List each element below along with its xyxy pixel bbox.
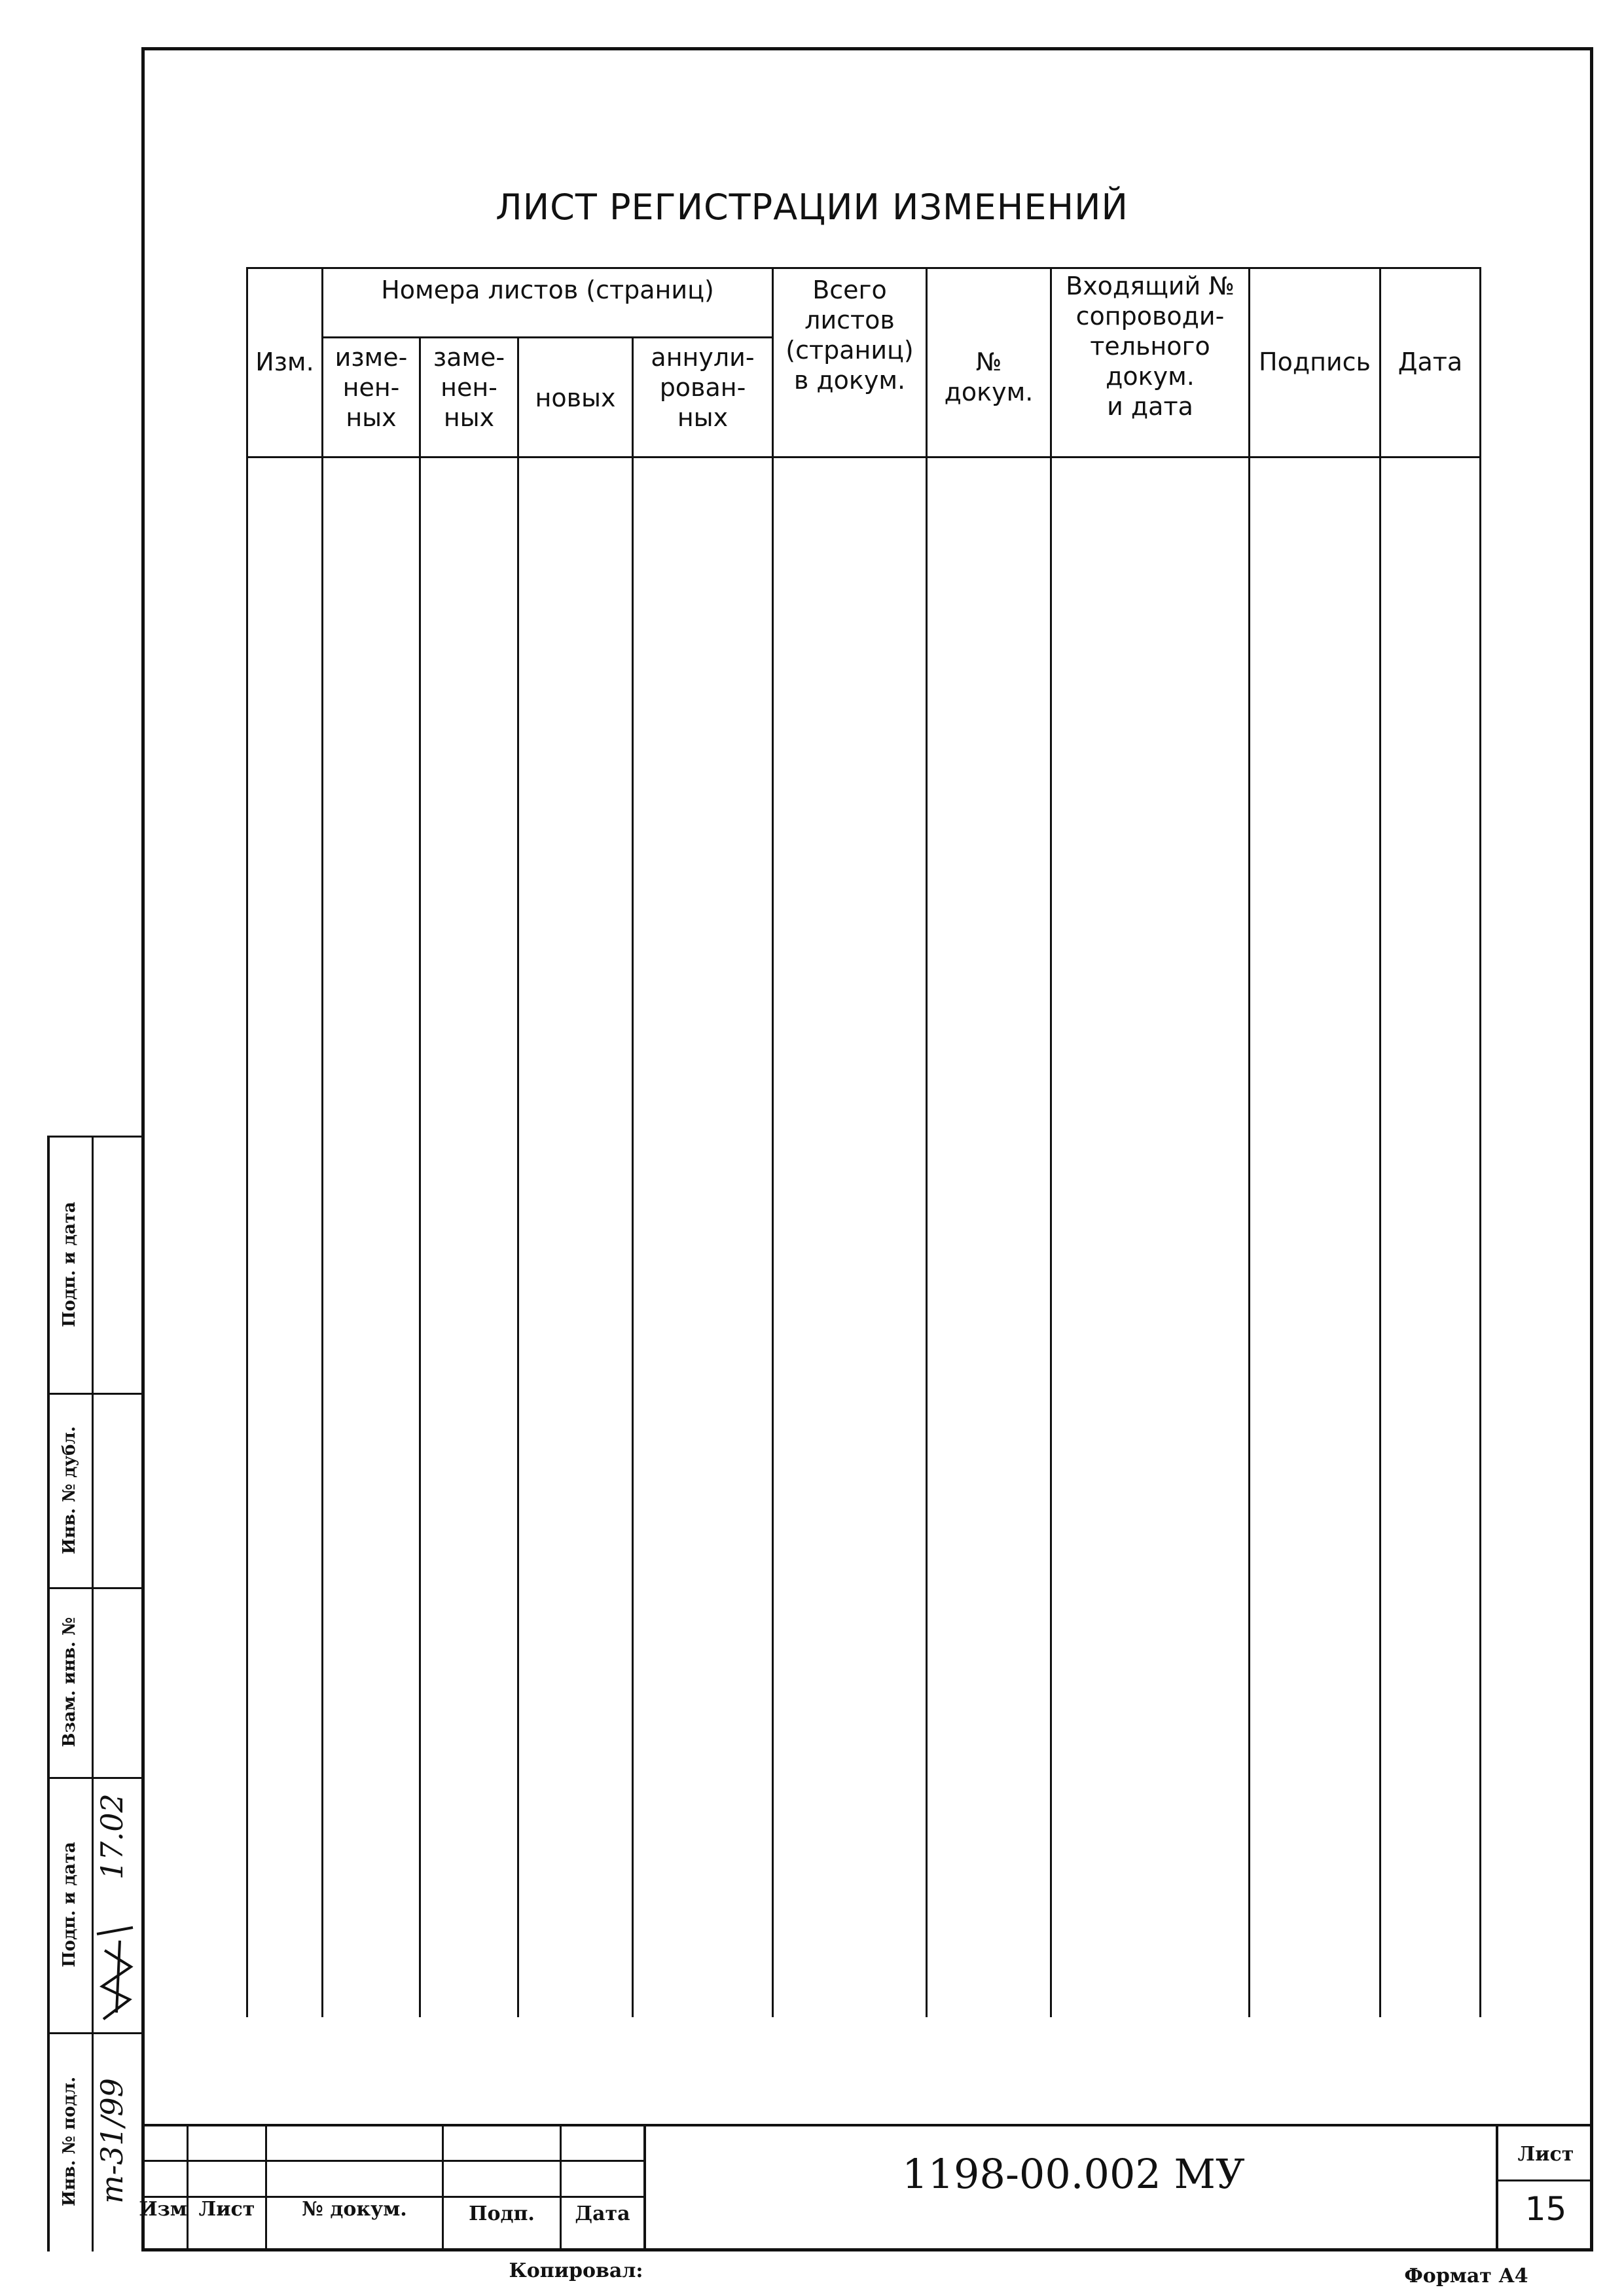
header-sub-annulled: аннули- рован- ных — [651, 343, 755, 432]
handwritten-signature — [90, 1914, 141, 2026]
header-doc-number: № докум. — [944, 348, 1034, 406]
side-label-podp-data-upper: Подп. и дата — [60, 1202, 79, 1327]
side-label-vzam-inv: Взам. инв. № — [60, 1617, 79, 1748]
footer-copied: Копировал: — [509, 2259, 643, 2282]
footer-format: Формат А4 — [1404, 2265, 1528, 2287]
side-label-podp-data-lower: Подп. и дата — [60, 1842, 79, 1967]
side-label-inv-dubl: Инв. № дубл. — [60, 1426, 79, 1554]
tb-label-izm: Изм — [139, 2198, 187, 2221]
tb-label-date: Дата — [575, 2202, 630, 2225]
tb-label-doc-number: № докум. — [302, 2198, 407, 2221]
tb-label-sheet: Лист — [1517, 2143, 1574, 2166]
header-sub-replaced: заме- нен- ных — [433, 343, 505, 432]
tb-label-signature: Подп. — [469, 2202, 535, 2225]
handwritten-inventory-number: т-31/99 — [94, 2078, 130, 2204]
header-sheet-numbers: Номера листов (страниц) — [381, 276, 714, 304]
page-title: ЛИСТ РЕГИСТРАЦИИ ИЗМЕНЕНИЙ — [496, 187, 1128, 228]
sheet-number: 15 — [1525, 2190, 1567, 2228]
header-signature: Подпись — [1259, 348, 1371, 376]
tb-label-list: Лист — [198, 2198, 255, 2221]
header-sub-new: новых — [535, 384, 616, 412]
header-izm: Изм. — [255, 348, 314, 376]
side-label-inv-podl: Инв. № подл. — [60, 2076, 79, 2207]
document-designation: 1198-00.002 МУ — [902, 2150, 1245, 2198]
header-sub-changed: изме- нен- ных — [334, 343, 408, 432]
header-incoming-doc: Входящий № сопроводи- тельного докум. и дата — [1066, 272, 1235, 421]
header-date: Дата — [1398, 348, 1463, 376]
header-total-sheets: Всего листов (страниц) в докум. — [785, 276, 914, 395]
handwritten-signature-date: 17.02 — [94, 1793, 130, 1880]
